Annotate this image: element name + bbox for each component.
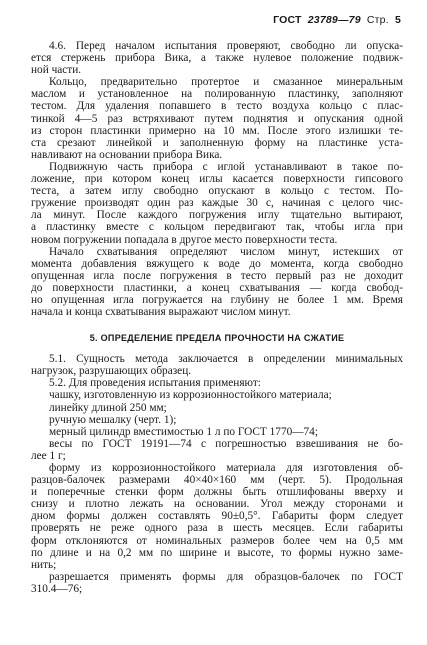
document-body: [31, 40, 403, 595]
text-line: 5.1. Сущность метода заключается в определении минимальных: [49, 353, 403, 366]
text-line: Начало схватывания определяют числом минут, истекших от: [49, 245, 403, 258]
text-line: линейку длиной 250 мм;: [49, 401, 167, 414]
text-line: проверять не реже одного раза в шесть месяцев. Если габариты: [31, 522, 403, 535]
text-line: ложение, при котором конец иглы касается поверхности гипсового: [31, 173, 403, 186]
text-line: маслом и установленное на полированную пластинку, заполняют: [31, 88, 403, 101]
text-line: момента добавления вяжущего к воде до момента, когда свободно: [31, 257, 403, 270]
text-line: 5.2. Для проведения испытания применяют:: [49, 377, 261, 390]
text-line: начала и конца схватывания выражают числом минут.: [31, 306, 291, 319]
text-line: мерный цилиндр вместимостью 1 л по ГОСТ 1770—74;: [49, 425, 318, 438]
text-line: нить;: [31, 558, 57, 571]
text-line: ла минут. После каждого погружения иглу тщательно вытирают,: [31, 209, 403, 222]
text-line: ста срезают линейкой и заполненную форму на пластинке уста-: [31, 136, 403, 149]
text-line: гружение производят один раз каждые 30 с, начиная с целого чис-: [31, 197, 403, 210]
text-line: по длине и на 0,2 мм по ширине и высоте, то формы нужно заме-: [31, 546, 403, 559]
text-line: чашку, изготовленную из коррозионностойкого материала;: [49, 389, 332, 402]
standard-number: 23789—79: [307, 14, 361, 26]
text-line: снизу и плотно лежать на основании. Угол между сторонами и: [31, 498, 403, 511]
standard-label: ГОСТ: [273, 14, 302, 26]
text-line: весы по ГОСТ 19191—74 с погрешностью взвешивания не бо-: [49, 437, 403, 450]
text-line: опущенная игла после погружения в тесто первый раз не доходит: [31, 269, 403, 282]
text-line: навливают на основании прибора Вика.: [31, 148, 223, 161]
text-line: разрешается применять формы для образцов-балочек по ГОСТ: [49, 570, 403, 583]
text-line: лее 1 г;: [31, 449, 66, 462]
text-line: дном формы должен составлять 90±0,5°. Габариты форм следует: [31, 510, 403, 523]
page-number: 5: [394, 14, 401, 26]
page-label: Стр.: [366, 14, 389, 26]
text-line: ручную мешалку (черт. 1);: [49, 413, 177, 426]
text-line: ется стержень прибора Вика, а также нулевое положение подвиж-: [31, 52, 403, 65]
text-line: из сторон пластинки примерно на 10 мм. После этого излишки те-: [31, 124, 403, 137]
text-line: форм отклоняются от номинальных размеров более чем на 0,5 мм: [31, 534, 403, 547]
text-line: разцов-балочек размерами 40×40×160 мм (черт. 5). Продольная: [31, 474, 403, 487]
text-line: новом погружении попадала в другое место поверхности теста.: [31, 233, 338, 246]
text-line: до поверхности пластинки, а конец схватывания — когда свобод-: [31, 281, 403, 294]
text-line: ной части.: [31, 64, 82, 77]
text-line: и поперечные стенки форм должны быть отшлифованы вверху и: [31, 486, 403, 499]
text-line: теста, а затем иглу свободно опускают в кольцо с тестом. По-: [31, 185, 403, 198]
text-line: а пластинку вместе с кольцом передвигают так, чтобы игла при: [31, 221, 403, 234]
text-line: 310.4—76;: [31, 582, 83, 595]
section-title: 5. ОПРЕДЕЛЕНИЕ ПРЕДЕЛА ПРОЧНОСТИ НА СЖАТИЕ: [89, 333, 345, 344]
text-line: Кольцо, предварительно протертое и смазанное минеральным: [49, 76, 403, 89]
page-header: [270, 14, 401, 26]
text-line: Подвижную часть прибора с иглой устанавливают в такое по-: [49, 160, 403, 173]
text-line: 4.6. Перед началом испытания проверяют, свободно ли опуска-: [49, 40, 403, 52]
text-line: тинкой 4—5 раз встряхивают путем поднятия и опускания одной: [31, 112, 403, 125]
text-line: нагрузок, разрушающих образец.: [31, 365, 192, 378]
text-line: тестом. Для удаления попавшего в тесто воздуха кольцо с плас-: [31, 100, 403, 113]
text-line: но опущенная игла погружается на глубину не более 1 мм. Время: [31, 293, 403, 306]
text-line: форму из коррозионностойкого материала для изготовления об-: [49, 462, 403, 474]
